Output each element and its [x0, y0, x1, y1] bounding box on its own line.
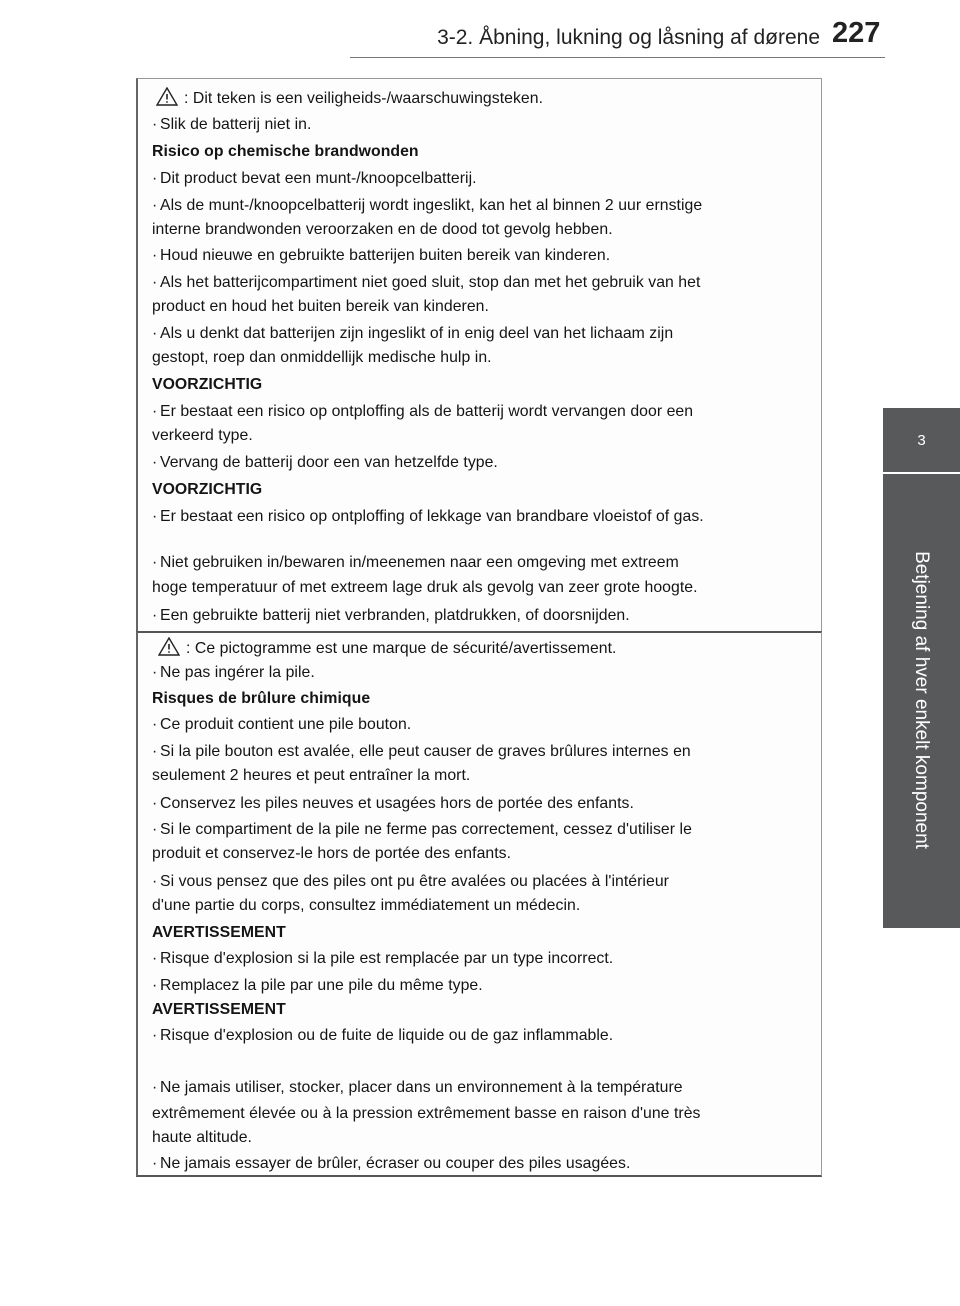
list-item: · Risque d'explosion si la pile est remplacée par un type incorrect.: [152, 950, 614, 967]
list-item-continuation: seulement 2 heures et peut entraîner la mort.: [152, 767, 471, 784]
list-item: · Ne jamais utiliser, stocker, placer dans un environnement à la température: [152, 1079, 683, 1096]
list-item: · Een gebruikte batterij niet verbranden, platdrukken, of doorsnijden.: [152, 607, 630, 624]
list-item: · Niet gebruiken in/bewaren in/meenemen naar een omgeving met extreem: [152, 554, 679, 571]
list-item: · Conservez les piles neuves et usagées hors de portée des enfants.: [152, 795, 634, 812]
list-item: · Slik de batterij niet in.: [152, 116, 312, 133]
chapter-label-text: Betjening af hver enkelt komponent: [911, 551, 932, 849]
list-item: · Als het batterijcompartiment niet goed sluit, stop dan met het gebruik van het: [152, 274, 701, 291]
warning-panel-dutch: [136, 78, 822, 631]
section-title: 3-2. Åbning, lukning og låsning af dørene: [437, 26, 820, 49]
caution-heading: VOORZICHTIG: [152, 376, 263, 393]
warning-intro-nl: : Dit teken is een veiligheids-/waarschuwingsteken.: [156, 87, 543, 108]
warning-triangle-icon: [158, 637, 180, 656]
warning-heading: AVERTISSEMENT: [152, 924, 286, 941]
list-item-continuation: verkeerd type.: [152, 427, 253, 444]
list-item: · Als u denkt dat batterijen zijn ingeslikt of in enig deel van het lichaam zijn: [152, 325, 674, 342]
header-rule: [350, 57, 885, 58]
chapter-number: 3: [917, 432, 926, 449]
list-item-continuation: hoge temperatuur of met extreem lage druk als gevolg van zeer grote hoogte.: [152, 579, 698, 596]
list-item-continuation: haute altitude.: [152, 1129, 252, 1146]
warning-heading: AVERTISSEMENT: [152, 1001, 286, 1018]
list-item: · Ne jamais essayer de brûler, écraser ou couper des piles usagées.: [152, 1155, 631, 1172]
list-item: · Vervang de batterij door een van hetzelfde type.: [152, 454, 498, 471]
list-item: · Ce produit contient une pile bouton.: [152, 716, 412, 733]
list-item: · Si le compartiment de la pile ne ferme pas correctement, cessez d'utiliser le: [152, 821, 692, 838]
page-number: 227: [832, 17, 881, 49]
list-item: · Als de munt-/knoopcelbatterij wordt ingeslikt, kan het al binnen 2 uur ernstige: [152, 197, 703, 214]
list-item: · Si vous pensez que des piles ont pu être avalées ou placées à l'intérieur: [152, 873, 669, 890]
list-item: · Si la pile bouton est avalée, elle peut causer de graves brûlures internes en: [152, 743, 691, 760]
list-item: · Ne pas ingérer la pile.: [152, 664, 315, 681]
section-heading: Risico op chemische brandwonden: [152, 143, 419, 160]
list-item: · Er bestaat een risico op ontploffing of lekkage van brandbare vloeistof of gas.: [152, 508, 704, 525]
list-item: · Remplacez la pile par une pile du même type.: [152, 977, 483, 994]
list-item-continuation: d'une partie du corps, consultez immédiatement un médecin.: [152, 897, 581, 914]
list-item: · Dit product bevat een munt-/knoopcelbatterij.: [152, 170, 477, 187]
warning-panel-french: [136, 631, 822, 1177]
warning-intro-fr: : Ce pictogramme est une marque de sécurité/avertissement.: [158, 637, 617, 658]
chapter-tab-divider: [883, 472, 960, 474]
warning-triangle-icon: [156, 87, 178, 106]
list-item: · Houd nieuwe en gebruikte batterijen buiten bereik van kinderen.: [152, 247, 611, 264]
list-item: · Risque d'explosion ou de fuite de liquide ou de gaz inflammable.: [152, 1027, 614, 1044]
section-heading: Risques de brûlure chimique: [152, 690, 371, 707]
list-item: · Er bestaat een risico op ontploffing als de batterij wordt vervangen door een: [152, 403, 694, 420]
list-item-continuation: extrêmement élevée ou à la pression extrêmement basse en raison d'une très: [152, 1105, 701, 1122]
caution-heading: VOORZICHTIG: [152, 481, 263, 498]
list-item-continuation: product en houd het buiten bereik van kinderen.: [152, 298, 489, 315]
list-item-continuation: gestopt, roep dan onmiddellijk medische hulp in.: [152, 349, 492, 366]
list-item-continuation: produit et conservez-le hors de portée des enfants.: [152, 845, 512, 862]
list-item-continuation: interne brandwonden veroorzaken en de dood tot gevolg hebben.: [152, 221, 613, 238]
